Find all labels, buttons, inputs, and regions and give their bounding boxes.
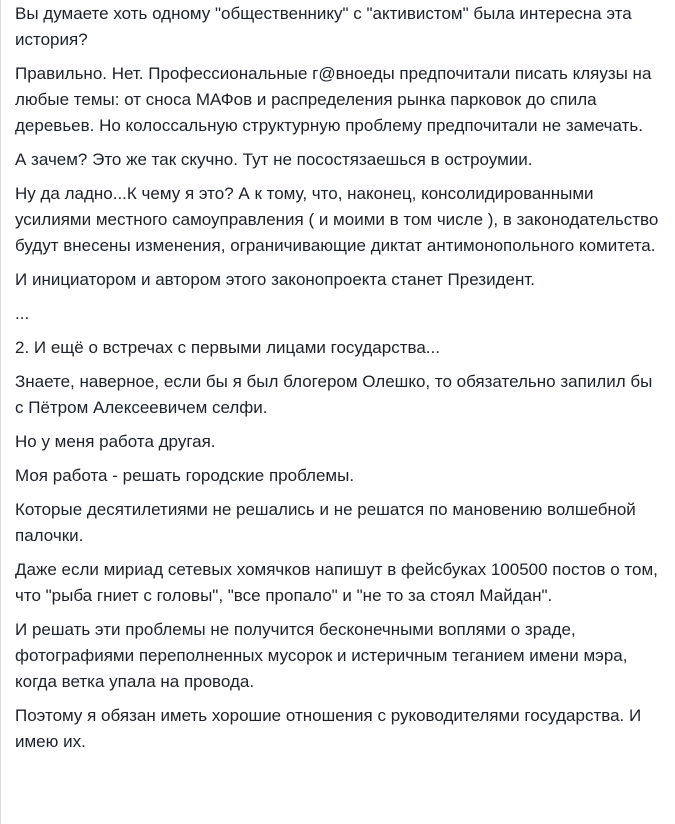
post-paragraph: Даже если мириад сетевых хомячков напишут в фейсбуках 100500 постов о том, что "рыба гниет с головы", "все пропало" и "не то за стоял Майдан". — [15, 560, 658, 605]
post-paragraph: Правильно. Нет. Профессиональные г@вноеды предпочитали писать кляузы на любые темы: от сноса МАФов и распределения рынка парковок до спила деревьев. Но колоссальную структурную проблему предпочитали не замечать. — [15, 64, 652, 135]
post-paragraph: Моя работа - решать городские проблемы. — [15, 466, 355, 485]
post-paragraph: А зачем? Это же так скучно. Тут не посостязаешься в остроумии. — [15, 150, 533, 169]
post-paragraph: Знаете, наверное, если бы я был блогером Олешко, то обязательно запилил бы с Пётром Алексеевичем селфи. — [15, 372, 653, 417]
post-paragraph: 2. И ещё о встречах с первыми лицами государства... — [15, 338, 440, 357]
post-paragraph: Ну да ладно...К чему я это? А к тому, что, наконец, консолидированными усилиями местного самоуправления ( и моими в том числе ), в законодательство будут внесены изменения, ограничивающие диктат антимонопольного комитета. — [15, 184, 659, 255]
post-paragraph: И инициатором и автором этого законопроекта станет Президент. — [15, 270, 535, 289]
post-paragraph: И решать эти проблемы не получится бесконечными воплями о зраде, фотографиями переполненных мусорок и истеричным теганием имени мэра, когда ветка упала на провода. — [15, 620, 628, 691]
post-paragraph-ellipsis: ... — [15, 304, 30, 323]
post-paragraph: Но у меня работа другая. — [15, 432, 216, 451]
post-paragraph: Которые десятилетиями не решались и не решатся по мановению волшебной палочки. — [15, 500, 636, 545]
post-paragraph: Вы думаете хоть одному "общественнику" с "активистом" была интересна эта история? — [15, 4, 632, 49]
post-paragraph: Поэтому я обязан иметь хорошие отношения с руководителями государства. И имею их. — [15, 706, 642, 751]
